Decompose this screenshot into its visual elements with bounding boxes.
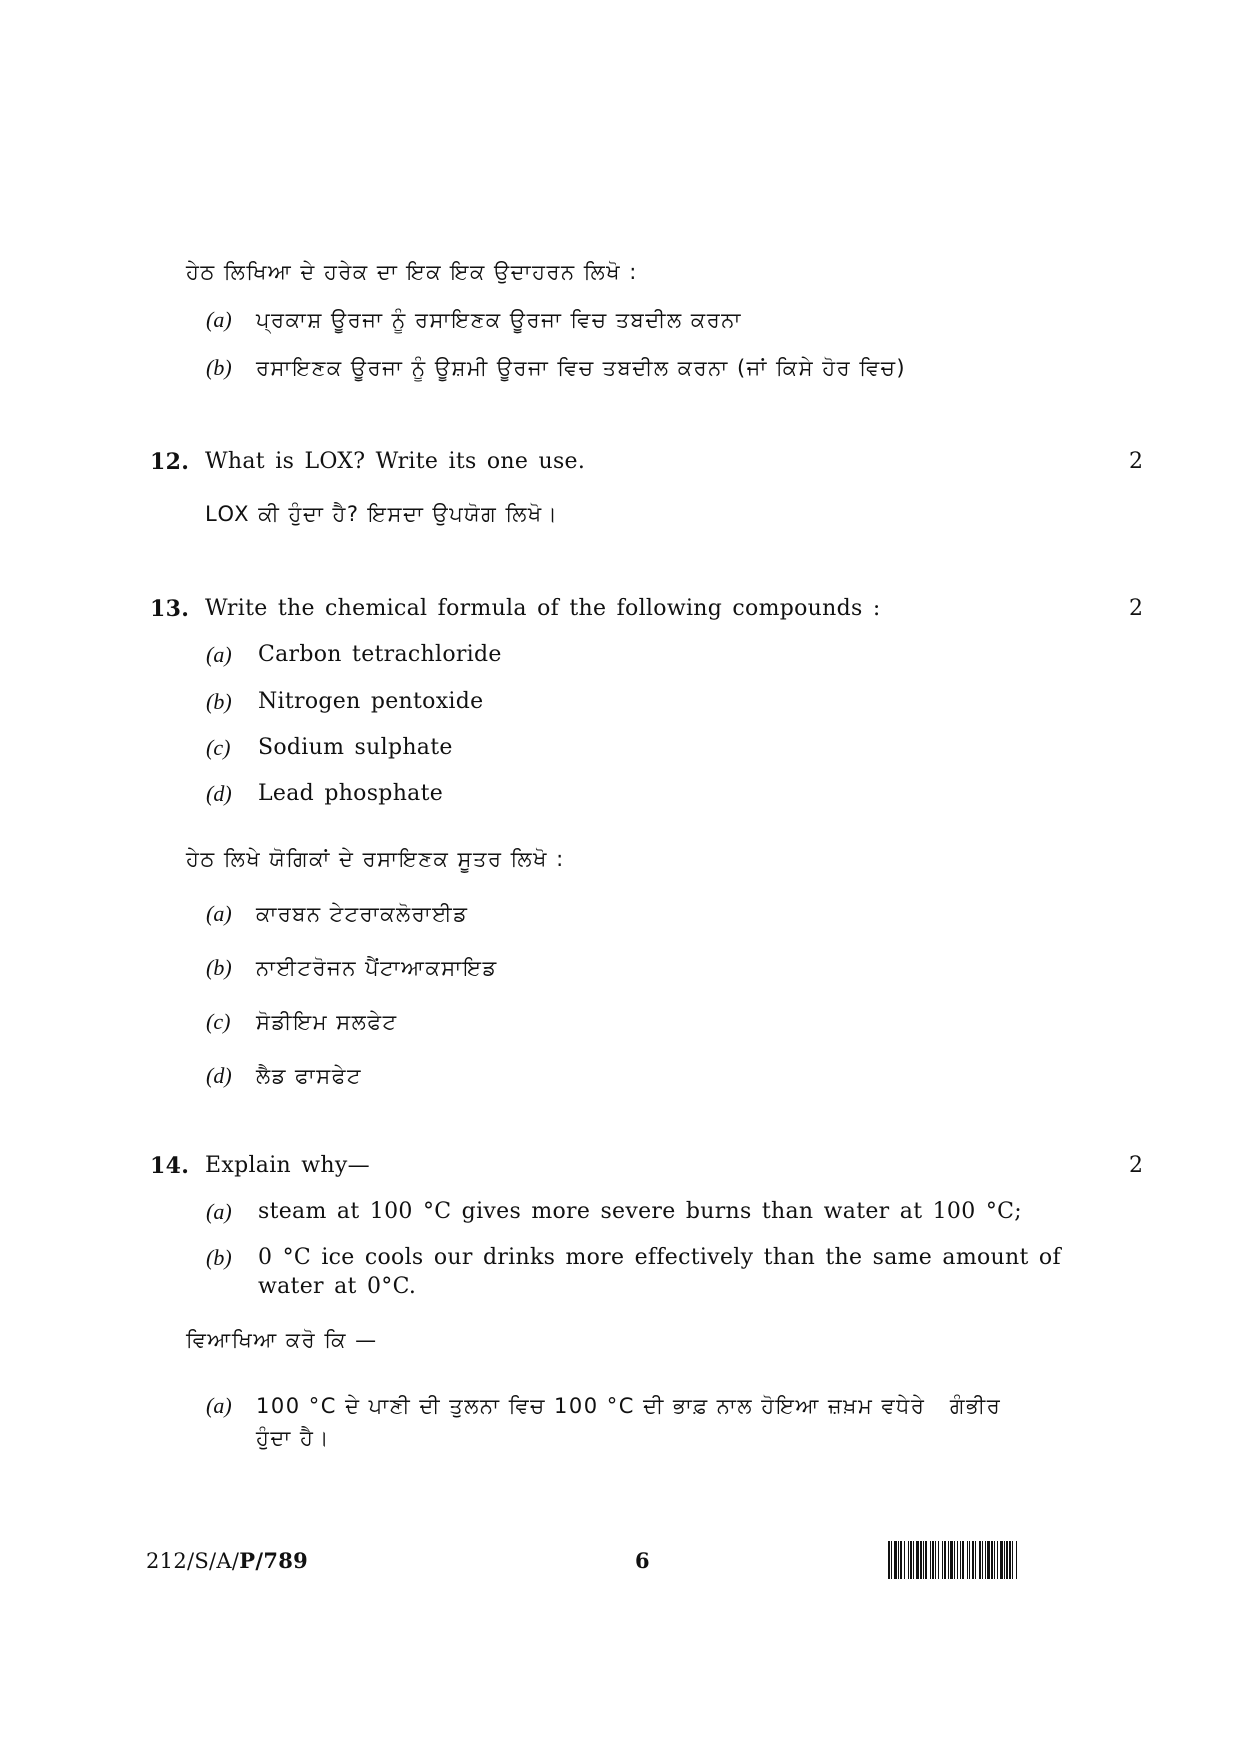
q14-marks: 2 — [1129, 1153, 1144, 1178]
q13-number: 13. — [150, 596, 190, 622]
q13-pa-item-label: (d) — [206, 1063, 232, 1088]
q14-b-line2: water at 0°C. — [258, 1274, 417, 1299]
q14-text: Explain why— — [205, 1153, 370, 1178]
q13-item-text: Carbon tetrachloride — [258, 642, 502, 667]
q13-pa-item-text: ਸੋਡੀਇਮ ਸਲਫੇਟ — [256, 1010, 398, 1034]
q13-item-label: (b) — [206, 689, 232, 714]
q12-marks: 2 — [1129, 449, 1144, 474]
q14-a-pa-label: (a) — [206, 1393, 232, 1418]
paper-code-set: P/789 — [239, 1548, 309, 1573]
q14-a-text: steam at 100 °C gives more severe burns than water at 100 °C; — [258, 1199, 1022, 1224]
barcode-icon — [888, 1541, 1146, 1579]
q12-text-pa: LOX ਕੀ ਹੁੰਦਾ ਹੈ? ਇਸਦਾ ਉਪਯੋਗ ਲਿਖੋ। — [205, 502, 559, 526]
q14-a-pa-line1: 100 °C ਦੇ ਪਾਣੀ ਦੀ ਤੁਲਨਾ ਵਿਚ 100 °C ਦੀ ਭਾਫ਼ ਨਾਲ ਹੋਇਆ ਜ਼ਖ਼ਮ ਵਧੇਰੇ ਗੰਭੀਰ — [256, 1394, 1002, 1418]
q14-a-pa-line2: ਹੁੰਦਾ ਹੈ। — [256, 1426, 331, 1450]
q13-pa-item-text: ਨਾਈਟਰੋਜਨ ਪੈਂਟਾਆਕਸਾਇਡ — [256, 956, 498, 980]
q11-pa-a-label: (a) — [206, 307, 232, 332]
q14-a-label: (a) — [206, 1199, 232, 1224]
page-number: 6 — [635, 1548, 650, 1573]
q14-number: 14. — [150, 1153, 190, 1179]
q13-pa-item-label: (b) — [206, 955, 232, 980]
paper-code-prefix: 212/S/A/ — [146, 1549, 240, 1573]
q13-item-label: (d) — [206, 781, 232, 806]
q14-b-label: (b) — [206, 1245, 232, 1270]
q12-number: 12. — [150, 449, 190, 475]
q13-pa-item-label: (a) — [206, 901, 232, 926]
q13-item-text: Sodium sulphate — [258, 735, 453, 760]
q13-item-label: (c) — [206, 735, 231, 760]
q13-stem-pa: ਹੇਠ ਲਿਖੇ ਯੋਗਿਕਾਂ ਦੇ ਰਸਾਇਣਕ ਸੂਤਰ ਲਿਖੋ : — [186, 847, 565, 871]
q13-pa-item-text: ਲੈਡ ਫਾਸਫੇਟ — [256, 1064, 362, 1088]
q13-text: Write the chemical formula of the following compounds : — [205, 596, 881, 621]
paper-code — [146, 1547, 308, 1575]
q13-pa-item-label: (c) — [206, 1009, 231, 1034]
q12-text: What is LOX? Write its one use. — [205, 449, 586, 474]
q13-item-text: Nitrogen pentoxide — [258, 689, 484, 714]
q11-pa-stem: ਹੇਠ ਲਿਖਿਆ ਦੇ ਹਰੇਕ ਦਾ ਇਕ ਇਕ ਉਦਾਹਰਨ ਲਿਖੋ : — [186, 260, 638, 284]
q13-item-text: Lead phosphate — [258, 781, 444, 806]
q13-pa-item-text: ਕਾਰਬਨ ਟੇਟਰਾਕਲੋਰਾਈਡ — [256, 902, 469, 926]
q13-marks: 2 — [1129, 596, 1144, 621]
q11-pa-b-label: (b) — [206, 355, 232, 380]
q13-item-label: (a) — [206, 642, 232, 667]
q14-stem-pa: ਵਿਆਖਿਆ ਕਰੋ ਕਿ — — [186, 1328, 378, 1352]
q14-b-line1: 0 °C ice cools our drinks more effectively than the same amount of — [258, 1245, 1061, 1270]
q11-pa-b-text: ਰਸਾਇਣਕ ਊਰਜਾ ਨੂੰ ਊਸ਼ਮੀ ਊਰਜਾ ਵਿਚ ਤਬਦੀਲ ਕਰਨਾ (ਜਾਂ ਕਿਸੇ ਹੋਰ ਵਿਚ) — [256, 356, 907, 380]
q11-pa-a-text: ਪ੍ਰਕਾਸ਼ ਊਰਜਾ ਨੂੰ ਰਸਾਇਣਕ ਊਰਜਾ ਵਿਚ ਤਬਦੀਲ ਕਰਨਾ — [256, 308, 742, 332]
